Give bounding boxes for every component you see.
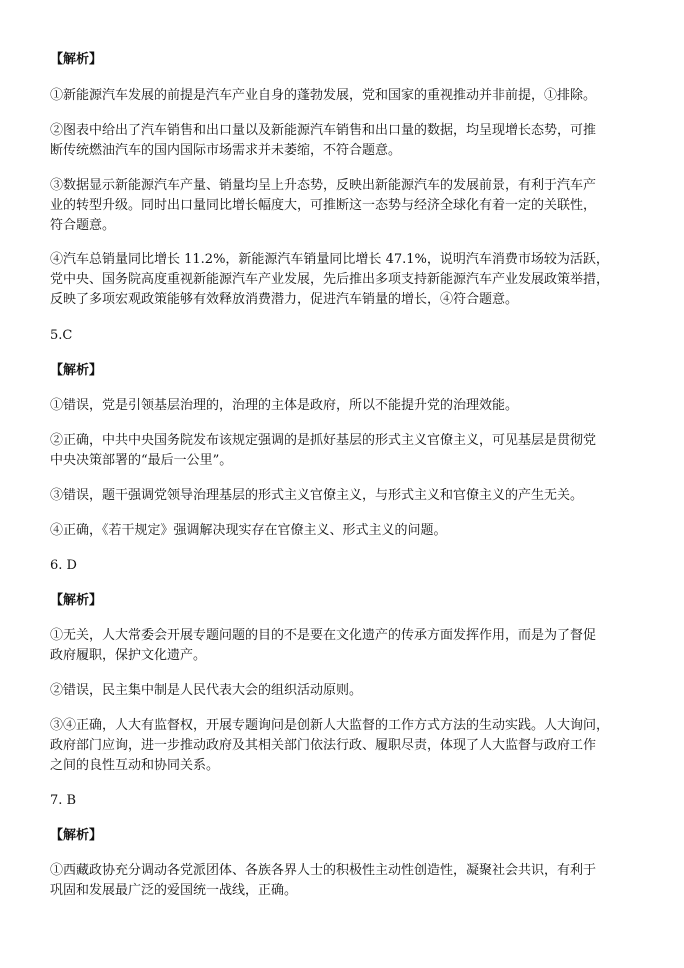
paragraph-line: ④正确，《若干规定》强调解决现实存在官僚主义、形式主义的问题。 xyxy=(50,523,447,538)
answer-label: 7. B xyxy=(50,793,77,808)
paragraph-line: ①错误，党是引领基层治理的，治理的主体是政府，所以不能提升党的治理效能。 xyxy=(50,398,519,413)
paragraph-line: 之间的良性互动和协同关系。 xyxy=(50,758,220,773)
paragraph-line: 中央决策部署的“最后一公里”。 xyxy=(50,453,233,468)
analysis-heading: 【解析】 xyxy=(50,52,103,67)
paragraph-line: ②正确，中共中央国务院发布该规定强调的是抓好基层的形式主义官僚主义，可见基层是贯彻党 xyxy=(50,433,597,448)
answer-label: 5.C xyxy=(50,328,73,343)
paragraph-line: ②错误，民主集中制是人民代表大会的组织活动原则。 xyxy=(50,683,363,698)
paragraph-line: ②图表中给出了汽车销售和出口量以及新能源汽车销售和出口量的数据，均呈现增长态势，可推 xyxy=(50,123,597,138)
analysis-heading: 【解析】 xyxy=(50,363,103,378)
paragraph-line: 政府部门应询，进一步推动政府及其相关部门依法行政、履职尽责，体现了人大监督与政府工作 xyxy=(50,738,597,753)
analysis-heading: 【解析】 xyxy=(50,828,103,843)
paragraph-line: 断传统燃油汽车的国内国际市场需求并未萎缩，不符合题意。 xyxy=(50,143,402,158)
analysis-heading: 【解析】 xyxy=(50,593,103,608)
paragraph-line: 巩固和发展最广泛的爱国统一战线，正确。 xyxy=(50,883,298,898)
paragraph-line: 反映了多项宏观政策能够有效释放消费潜力，促进汽车销量的增长，④符合题意。 xyxy=(50,292,519,307)
paragraph-line: ①无关，人大常委会开展专题问题的目的不是要在文化遗产的传承方面发挥作用，而是为了督促 xyxy=(50,628,597,643)
answer-label: 6. D xyxy=(50,558,77,573)
paragraph-line: ③错误，题干强调党领导治理基层的形式主义官僚主义，与形式主义和官僚主义的产生无关。 xyxy=(50,488,584,503)
paragraph-line: ③④正确，人大有监督权，开展专题询问是创新人大监督的工作方式方法的生动实践。人大询问， xyxy=(50,718,610,733)
paragraph-line: 党中央、国务院高度重视新能源汽车产业发展，先后推出多项支持新能源汽车产业发展政策举措， xyxy=(50,272,610,287)
paragraph-line: ①新能源汽车发展的前提是汽车产业自身的蓬勃发展，党和国家的重视推动并非前提，①排除。 xyxy=(50,88,597,103)
paragraph-line: 政府履职，保护文化遗产。 xyxy=(50,648,207,663)
paragraph-line: 符合题意。 xyxy=(50,218,116,233)
paragraph-line: ③数据显示新能源汽车产量、销量均呈上升态势，反映出新能源汽车的发展前景，有利于汽车产 xyxy=(50,178,597,193)
paragraph-line: ①西藏政协充分调动各党派团体、各族各界人士的积极性主动性创造性，凝聚社会共识，有利于 xyxy=(50,863,597,878)
paragraph-line: ④汽车总销量同比增长 11.2%，新能源汽车销量同比增长 47.1%，说明汽车消费市场较为活跃， xyxy=(50,252,609,267)
paragraph-line: 业的转型升级。同时出口量同比增长幅度大，可推断这一态势与经济全球化有着一定的关联性， xyxy=(50,198,597,213)
